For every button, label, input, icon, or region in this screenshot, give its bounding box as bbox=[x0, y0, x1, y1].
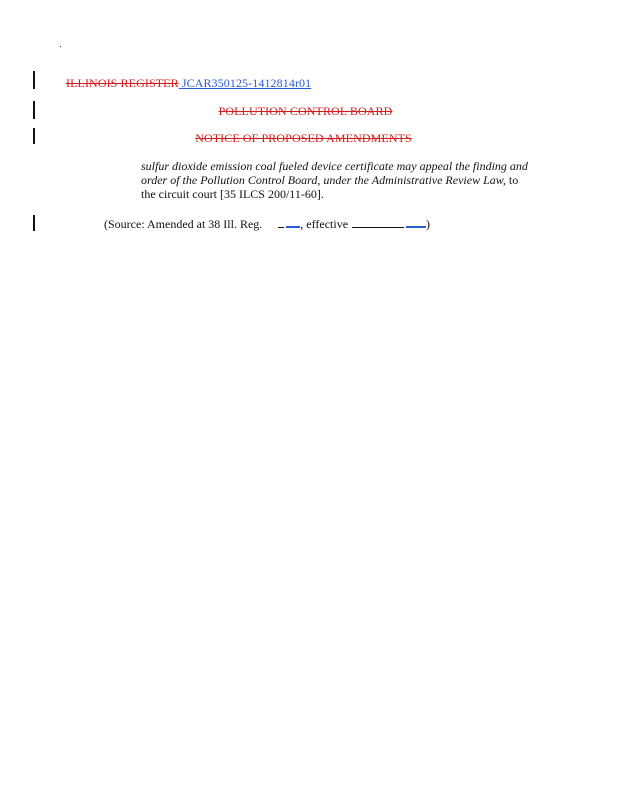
change-bar-register bbox=[33, 71, 35, 89]
source-blank-1 bbox=[278, 217, 284, 228]
source-text-1: (Source: Amended at 38 Ill. Reg. bbox=[104, 217, 263, 231]
board-line bbox=[0, 104, 619, 119]
change-bar-source bbox=[33, 215, 35, 231]
body-line-3: the circuit court [35 ILCS 200/11-60]. bbox=[141, 187, 324, 201]
source-text-2: , effective bbox=[300, 217, 349, 231]
notice-line bbox=[0, 131, 619, 146]
board-deleted-text: POLLUTION CONTROL BOARD bbox=[218, 104, 393, 118]
register-inserted-text bbox=[179, 76, 312, 90]
body-line-2 bbox=[141, 173, 541, 187]
source-blank-2 bbox=[352, 217, 404, 228]
register-line bbox=[66, 76, 311, 91]
body-line-2-italic: order of the Pollution Control Board, under the Administrative Review Law, bbox=[141, 173, 506, 187]
source-close-paren: ) bbox=[426, 217, 431, 231]
body-paragraph bbox=[141, 159, 541, 201]
source-line bbox=[104, 216, 430, 232]
speck bbox=[60, 46, 61, 47]
source-blank-1-inserted bbox=[286, 216, 300, 228]
body-line-2-tail: to bbox=[505, 173, 519, 187]
notice-deleted-text: NOTICE OF PROPOSED AMENDMENTS bbox=[195, 131, 412, 145]
source-blank-2-inserted bbox=[406, 216, 426, 228]
body-line-1: sulfur dioxide emission coal fueled device certificate may appeal the finding and bbox=[141, 159, 528, 173]
register-deleted-text: ILLINOIS REGISTER bbox=[66, 76, 179, 90]
register-inserted-id: JCAR350125-1412814r01 bbox=[181, 76, 312, 90]
